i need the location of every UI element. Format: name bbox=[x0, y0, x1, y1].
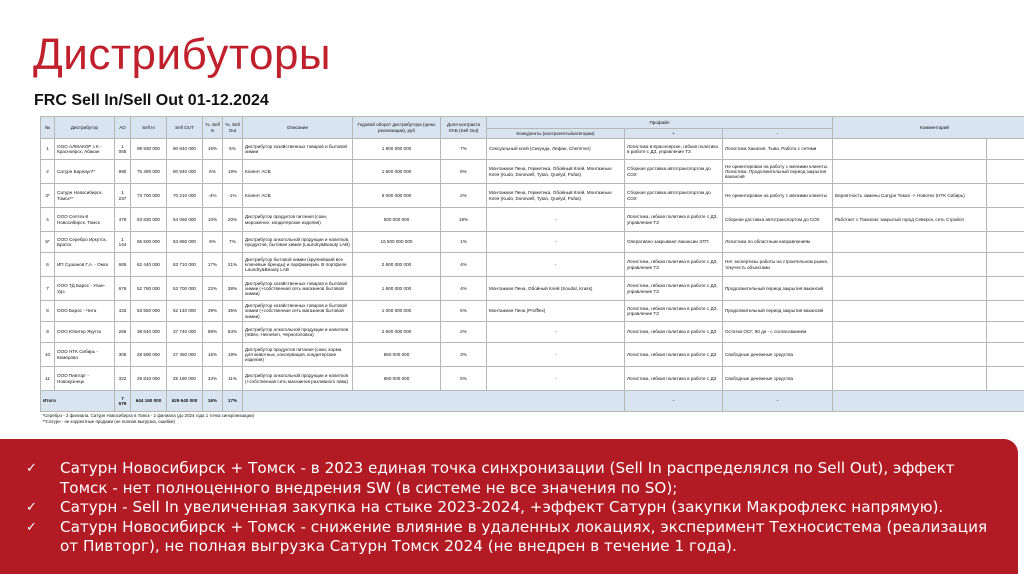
header-sell-out: Sell OUT bbox=[167, 117, 203, 139]
cell-pct-sell-out: 21% bbox=[223, 253, 243, 277]
cell-turnover: 1 800 000 000 bbox=[353, 139, 441, 160]
cell-pct-sell-in: 16% bbox=[203, 343, 223, 367]
cell-competitors: Монтажная Пена, Герметика, Обойный Клей, Монтажные Клея (Kudo, Donewell, Tytan, Quelyd, Pufas) bbox=[487, 184, 625, 208]
cell-sell-out: 27 450 000 bbox=[167, 343, 203, 367]
cell-sell-in: 29 810 000 bbox=[131, 367, 167, 391]
cell-comment bbox=[833, 367, 987, 391]
cell-distributor: Сатурн Новосибирск, Томск** bbox=[55, 184, 115, 208]
cell-minus: Продолжительный период закрытия вакансий bbox=[723, 277, 833, 301]
cell-plus: Логистика, гибкая политика в работе с ДЗ, управление ТЗ bbox=[625, 253, 723, 277]
cell-distributor: Сатурн Барнаул** bbox=[55, 160, 115, 184]
cell-ao: 1 065 bbox=[115, 139, 131, 160]
table-row bbox=[41, 184, 1024, 208]
header-distributor: Дистрибутор bbox=[55, 117, 115, 139]
cell-pct-sell-in: 22% bbox=[203, 277, 223, 301]
cell-minus: Остатки ОСГ, 90 дн - с согласованием bbox=[723, 322, 833, 343]
cell-ao: 665 bbox=[115, 253, 131, 277]
cell-pct-sell-out: 35% bbox=[223, 301, 243, 322]
header-description: Описание bbox=[243, 117, 353, 139]
header-sell-in: Sell In bbox=[131, 117, 167, 139]
cell-description: Дистрибутор алкогольной продукции и напитков (+собственная сеть магазинов разливного пива) bbox=[243, 367, 353, 391]
cell-extra bbox=[987, 322, 1024, 343]
cell-competitors: - bbox=[487, 232, 625, 253]
cell-minus: Продолжительный период закрытия вакансий bbox=[723, 301, 833, 322]
cell-distributor: ООО Серебро Иркутск, Братск bbox=[55, 232, 115, 253]
cell-pct-sell-in: 9% bbox=[203, 232, 223, 253]
cell-sell-in: 38 640 000 bbox=[131, 322, 167, 343]
cell-sell-in: 63 830 000 bbox=[131, 208, 167, 232]
cell-sell-out: 64 060 000 bbox=[167, 208, 203, 232]
cell-sell-in: 28 590 000 bbox=[131, 343, 167, 367]
total-sell-in: 644 160 000 bbox=[131, 391, 167, 412]
header-profile: Профайл bbox=[487, 117, 833, 129]
header-comment: Комментарий bbox=[833, 117, 1024, 139]
cell-sell-out: 63 860 000 bbox=[167, 232, 203, 253]
cell-pct-sell-out: 11% bbox=[223, 367, 243, 391]
header-pct-sell-out: %, Sell Out bbox=[223, 117, 243, 139]
cell-pct-sell-in: -4% bbox=[203, 184, 223, 208]
summary-item bbox=[24, 518, 998, 557]
header-ao: АО bbox=[115, 117, 131, 139]
cell-comment bbox=[833, 232, 987, 253]
cell-description: Дистрибутор алкогольной продукции и напитков (InBev, Heineken, Черноголовка) bbox=[243, 322, 353, 343]
cell-competitors: - bbox=[487, 343, 625, 367]
cell-num: 6 bbox=[41, 253, 55, 277]
cell-sell-out: 53 700 000 bbox=[167, 277, 203, 301]
total-empty bbox=[833, 391, 1024, 412]
cell-distributor: ИП Сушанов Г.А. - Омск bbox=[55, 253, 115, 277]
cell-plus: Оперативно закрывают вакансии ЭТП bbox=[625, 232, 723, 253]
cell-plus: Логистика, гибкая политика в работе с ДЗ bbox=[625, 322, 723, 343]
cell-num: 2 bbox=[41, 160, 55, 184]
cell-sell-in: 62 440 000 bbox=[131, 253, 167, 277]
total-sell-out: 629 640 000 bbox=[167, 391, 203, 412]
cell-minus: Логистика по областным направлениям bbox=[723, 232, 833, 253]
summary-list bbox=[24, 459, 998, 557]
cell-share: 8% bbox=[441, 160, 487, 184]
header-minus: - bbox=[723, 129, 833, 139]
cell-description: Дистрибутор алкогольной продукции и напитков, продуктов, бытовая химия (Laundry&Beauty LAB) bbox=[243, 232, 353, 253]
cell-pct-sell-out: 38% bbox=[223, 277, 243, 301]
cell-plus: Сборная доставка автотранспортом до СОХ bbox=[625, 160, 723, 184]
cell-pct-sell-out: 5% bbox=[223, 139, 243, 160]
cell-sell-out: 25 190 000 bbox=[167, 367, 203, 391]
cell-share: 2% bbox=[441, 184, 487, 208]
cell-pct-sell-in: 98% bbox=[203, 322, 223, 343]
cell-plus: Логистика, гибкая политика в работе с ДЗ, управление ТЗ bbox=[625, 277, 723, 301]
cell-distributor: ООО НТК Сибирь - Кемерово bbox=[55, 343, 115, 367]
table-total-row bbox=[41, 391, 1024, 412]
table-row bbox=[41, 139, 1024, 160]
cell-extra bbox=[987, 343, 1024, 367]
cell-sell-out: 70 210 000 bbox=[167, 184, 203, 208]
cell-comment: Вероятность замены Сатурн Томск -> Новотех (НТК Сибирь) bbox=[833, 184, 987, 208]
cell-description: Дистрибутор продуктов питания (соки, корма для животных, консервация, кондитерские изделия) bbox=[243, 343, 353, 367]
cell-plus: Сборная доставка автотранспортом до СОХ bbox=[625, 184, 723, 208]
cell-share: 5% bbox=[441, 301, 487, 322]
total-plus: - bbox=[625, 391, 723, 412]
cell-competitors: - bbox=[487, 367, 625, 391]
cell-turnover: 16 500 000 000 bbox=[353, 232, 441, 253]
cell-sell-in: 65 500 000 bbox=[131, 232, 167, 253]
cell-plus: Логистика в Красноярске, гибкая политика в работе с ДЗ, управление ТЗ bbox=[625, 139, 723, 160]
cell-comment bbox=[833, 322, 987, 343]
cell-pct-sell-out: 7% bbox=[223, 232, 243, 253]
cell-description: Клиент АСВ bbox=[243, 184, 353, 208]
cell-extra bbox=[987, 367, 1024, 391]
cell-extra bbox=[987, 160, 1024, 184]
cell-distributor: ООО Пивторг - Новокузнецк bbox=[55, 367, 115, 391]
page-subtitle: FRC Sell In/Sell Out 01-12.2024 bbox=[34, 92, 269, 109]
cell-share: 4% bbox=[441, 253, 487, 277]
total-pct-sell-in: 16% bbox=[203, 391, 223, 412]
cell-comment bbox=[833, 277, 987, 301]
cell-comment bbox=[833, 139, 987, 160]
cell-share: 19% bbox=[441, 208, 487, 232]
cell-num: 3* bbox=[41, 184, 55, 208]
cell-plus: Логистика, гибкая политика в работе с ДЗ, управление ТЗ bbox=[625, 208, 723, 232]
table-row bbox=[41, 301, 1024, 322]
cell-extra bbox=[987, 208, 1024, 232]
cell-plus: Логистика, гибкая политика в работе с ДЗ bbox=[625, 367, 723, 391]
cell-turnover: 500 000 000 bbox=[353, 208, 441, 232]
cell-sell-in: 75 390 000 bbox=[131, 160, 167, 184]
cell-description: Дистрибутор продуктов питания (соки, мороженое, кондитерские изделия) bbox=[243, 208, 353, 232]
cell-share: 4% bbox=[441, 277, 487, 301]
cell-comment bbox=[833, 301, 987, 322]
cell-ao: 266 bbox=[115, 322, 131, 343]
cell-turnover: 1 500 000 000 bbox=[353, 160, 441, 184]
cell-sell-out: 37 740 000 bbox=[167, 322, 203, 343]
cell-competitors: - bbox=[487, 208, 625, 232]
table-row bbox=[41, 343, 1024, 367]
cell-num: 5* bbox=[41, 232, 55, 253]
cell-num: 9 bbox=[41, 322, 55, 343]
check-icon: ✓ bbox=[26, 500, 37, 515]
cell-ao: 1 237 bbox=[115, 184, 131, 208]
cell-pct-sell-in: 15% bbox=[203, 139, 223, 160]
total-minus: - bbox=[723, 391, 833, 412]
cell-competitors: Монтажная Пена, Обойный Клей (Soudal, Krass) bbox=[487, 277, 625, 301]
table-note-row bbox=[41, 412, 1024, 419]
page-title: Дистрибуторы bbox=[33, 30, 332, 79]
cell-pct-sell-in: 32% bbox=[203, 367, 223, 391]
cell-competitors: Монтажная Пена, Герметика, Обойный Клей, Монтажные Клея (Kudo, Donewell, Tytan, Quelyd, Pufas) bbox=[487, 160, 625, 184]
table-body bbox=[41, 139, 1024, 426]
header-competitors: Конкуренты (контрагенты/категории) bbox=[487, 129, 625, 139]
cell-sell-out: 80 940 000 bbox=[167, 160, 203, 184]
cell-pct-sell-out: -1% bbox=[223, 184, 243, 208]
cell-comment bbox=[833, 343, 987, 367]
table-footnote: *Серебро - 2 филиала. Сатурн Новосибирск в Томск - 2 филиала (до 2024 года 1 точка синхронизации) bbox=[42, 412, 254, 418]
header-share: Доля контракта ЛАБ (Sell Out) bbox=[441, 117, 487, 139]
cell-turnover: 650 000 000 bbox=[353, 367, 441, 391]
cell-description: Дистрибутор хозяйственных товаров и бытовой химии bbox=[243, 139, 353, 160]
cell-extra bbox=[987, 277, 1024, 301]
cell-share: 6% bbox=[441, 367, 487, 391]
table-note-row bbox=[41, 419, 1024, 426]
cell-plus: Логистика, гибкая политика в работе с ДЗ bbox=[625, 343, 723, 367]
cell-ao: 433 bbox=[115, 301, 131, 322]
table-row bbox=[41, 322, 1024, 343]
cell-turnover: 1 500 000 000 bbox=[353, 277, 441, 301]
table-row bbox=[41, 160, 1024, 184]
cell-share: 7% bbox=[441, 139, 487, 160]
cell-minus: Нет экспертизы работы на строительном рынке, текучесть объектами bbox=[723, 253, 833, 277]
header-pct-sell-in: %, Sell In bbox=[203, 117, 223, 139]
cell-share: 1% bbox=[441, 232, 487, 253]
cell-comment bbox=[833, 253, 987, 277]
cell-ao: 322 bbox=[115, 367, 131, 391]
cell-minus: Не ориентирован на работу с мелкими клиенты. Логистика. Продолжительный период закрытия вакансий bbox=[723, 160, 833, 184]
check-icon: ✓ bbox=[26, 519, 37, 535]
cell-pct-sell-out: 20% bbox=[223, 208, 243, 232]
cell-turnover: 2 600 000 000 bbox=[353, 322, 441, 343]
cell-extra bbox=[987, 184, 1024, 208]
cell-minus: Свободные денежные средства bbox=[723, 367, 833, 391]
cell-minus: Свободные денежные средства bbox=[723, 343, 833, 367]
cell-turnover: 2 500 000 000 bbox=[353, 253, 441, 277]
summary-item bbox=[24, 498, 998, 518]
cell-extra bbox=[987, 301, 1024, 322]
cell-minus: Логистика Хакасия, Тыва. Работа с сетями bbox=[723, 139, 833, 160]
cell-pct-sell-out: 19% bbox=[223, 160, 243, 184]
cell-description: Дистрибутор хозяйственных товаров и бытовой химии (+собственная сеть магазинов бытовой химии) bbox=[243, 301, 353, 322]
cell-pct-sell-in: 6% bbox=[203, 160, 223, 184]
cell-competitors: - bbox=[487, 322, 625, 343]
cell-ao: 305 bbox=[115, 343, 131, 367]
header-plus: + bbox=[625, 129, 723, 139]
cell-num: 1 bbox=[41, 139, 55, 160]
total-pct-sell-out: 17% bbox=[223, 391, 243, 412]
cell-sell-in: 99 930 000 bbox=[131, 139, 167, 160]
total-empty bbox=[243, 391, 625, 412]
cell-num: 4 bbox=[41, 208, 55, 232]
distributors-table-container bbox=[40, 116, 986, 426]
cell-description: Дистрибутор хозяйственных товаров и бытовой химии (+собственная сеть магазинов бытовой химии) bbox=[243, 277, 353, 301]
cell-sell-in: 52 780 000 bbox=[131, 277, 167, 301]
total-label: Итого bbox=[41, 391, 115, 412]
cell-turnover: 6 000 000 000 bbox=[353, 184, 441, 208]
cell-num: 8 bbox=[41, 301, 55, 322]
cell-competitors: Сексуальный клей (Секунда, Лефан, Chemmer) bbox=[487, 139, 625, 160]
summary-item-text: Сатурн Новосибирск + Томск - в 2023 единая точка синхронизации (Sell In распределялся по Sell Out), эффект Томск - нет полноценного внедрения SW (в системе не все значения по SO); bbox=[60, 459, 955, 497]
header-turnover: Годовой оборот дистрибутора (цены реализации), руб bbox=[353, 117, 441, 139]
cell-sell-out: 63 710 000 bbox=[167, 253, 203, 277]
cell-description: Клиент АСВ bbox=[243, 160, 353, 184]
cell-num: 11 bbox=[41, 367, 55, 391]
cell-sell-in: 53 550 000 bbox=[131, 301, 167, 322]
cell-comment bbox=[833, 160, 987, 184]
cell-share: 3% bbox=[441, 343, 487, 367]
cell-competitors: - bbox=[487, 253, 625, 277]
cell-pct-sell-out: 18% bbox=[223, 343, 243, 367]
summary-banner bbox=[0, 439, 1018, 574]
summary-item-text: Сатурн - Sell In увеличенная закупка на стыке 2023-2024, +эффект Сатурн (закупки Макрофлекс напрямую). bbox=[60, 498, 944, 516]
cell-distributor: ООО ТД Барос - Улан-Удэ bbox=[55, 277, 115, 301]
distributors-table bbox=[40, 116, 1024, 426]
cell-distributor: ООО Юпитер Якутск bbox=[55, 322, 115, 343]
cell-distributor: ООО Селтез-8 Новосибирск, Томск bbox=[55, 208, 115, 232]
table-footnote: **Сатурн - не корректные продажи (не полная выгрузка, ошибки) bbox=[42, 419, 175, 425]
cell-competitors: Монтажная Пена (Profflex) bbox=[487, 301, 625, 322]
cell-num: 7 bbox=[41, 277, 55, 301]
cell-minus: Сборная доставка автотранспортом до СОХ bbox=[723, 208, 833, 232]
table-row bbox=[41, 277, 1024, 301]
cell-minus: Не ориентирован на работу с мелкими клиенты bbox=[723, 184, 833, 208]
cell-ao: 1 144 bbox=[115, 232, 131, 253]
table-row bbox=[41, 232, 1024, 253]
cell-ao: 676 bbox=[115, 277, 131, 301]
cell-ao: 476 bbox=[115, 208, 131, 232]
check-icon: ✓ bbox=[26, 461, 37, 476]
cell-sell-out: 90 640 000 bbox=[167, 139, 203, 160]
cell-share: 2% bbox=[441, 322, 487, 343]
cell-description: Дистрибутор бытовой химии (крупнейший все ключевые бренды) и парфюмерии. В портфеле Laundry&Beauty LAB bbox=[243, 253, 353, 277]
cell-ao: 990 bbox=[115, 160, 131, 184]
cell-pct-sell-in: 39% bbox=[203, 301, 223, 322]
cell-pct-sell-in: 10% bbox=[203, 208, 223, 232]
cell-extra bbox=[987, 139, 1024, 160]
cell-extra bbox=[987, 232, 1024, 253]
cell-sell-in: 73 700 000 bbox=[131, 184, 167, 208]
cell-turnover: 1 000 000 000 bbox=[353, 301, 441, 322]
table-row bbox=[41, 208, 1024, 232]
cell-pct-sell-out: 84% bbox=[223, 322, 243, 343]
cell-num: 10 bbox=[41, 343, 55, 367]
cell-turnover: 860 000 000 bbox=[353, 343, 441, 367]
cell-distributor: ООО АЛМАКОР з К - Красноярск, Абакан bbox=[55, 139, 115, 160]
cell-comment: Работает с Томском: закрытый город Северск, сеть Стройся bbox=[833, 208, 987, 232]
cell-plus: Логистика, гибкая политика в работе с ДЗ, управление ТЗ bbox=[625, 301, 723, 322]
cell-distributor: ООО Барос - Чита bbox=[55, 301, 115, 322]
summary-item bbox=[24, 459, 998, 498]
total-ao: 7 579 bbox=[115, 391, 131, 412]
table-row bbox=[41, 367, 1024, 391]
cell-pct-sell-in: 17% bbox=[203, 253, 223, 277]
table-row bbox=[41, 253, 1024, 277]
summary-item-text: Сатурн Новосибирск + Томск - снижение влияние в удаленных локациях, эксперимент Техносистема (реализация от Пивторг), не полная выгрузка Сатурн Томск 2024 (не внедрен в течение 1 года). bbox=[60, 517, 988, 555]
cell-extra bbox=[987, 253, 1024, 277]
header-num: № bbox=[41, 117, 55, 139]
cell-sell-out: 52 140 000 bbox=[167, 301, 203, 322]
